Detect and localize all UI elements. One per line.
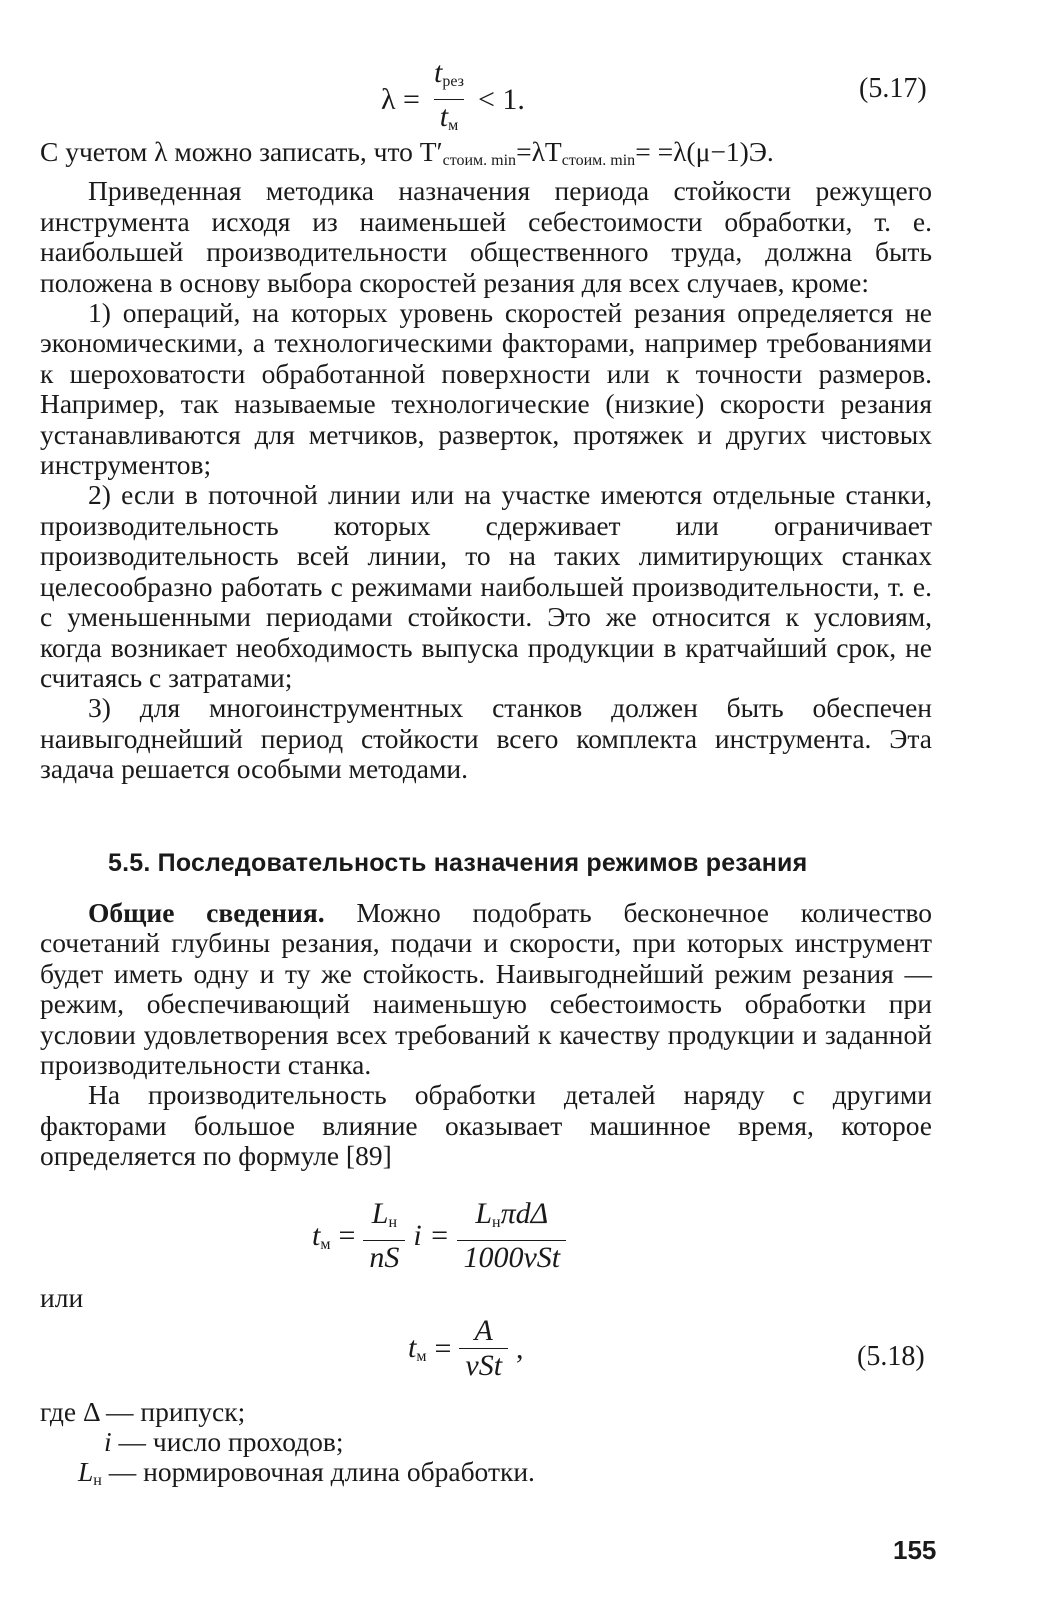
paragraph-lead: Общие сведения. (88, 897, 325, 928)
eq517-num: t (433, 56, 443, 89)
main-text (40, 137, 932, 785)
eq517-lhs: λ = (381, 82, 420, 116)
equation-number-5-18: (5.18) (857, 1341, 925, 1372)
eq517-den: t (439, 100, 449, 133)
paragraph-method: Приведенная методика назначения периода стойкости режущего инструмента исходя из наименьшей себестоимости обработки, т. е. наибольшей производительности общественного труда, должна быть положена в основу выбора скоростей резания для всех случаев, кроме: (40, 175, 932, 298)
section-text (40, 898, 932, 1172)
equation-machine-time: $t_м$ = $\frac{L_н}{nS}$ i = $\frac{L_н\pi d\Delta}{\text{1000vSt}}$ (312, 1197, 574, 1275)
eq517-num-sub: рез (442, 73, 464, 90)
eq517-den-sub: м (448, 117, 459, 134)
paragraph-lambda: С учетом λ можно записать, что $T'_{стоим. min}=\lambda T_{стоим. min}= =\lambda(\mu-1)Э$. (40, 136, 774, 169)
equation-5-18: $t_м$ = $\frac{A}{\text{vSt}}$ , (408, 1314, 524, 1382)
eq-tm-fraction-2: $\frac{L_н\pi d\Delta}{\text{1000vSt}}$ (457, 1197, 566, 1275)
definition-ln: $L_н$ — нормировочная длина обработки. (78, 1456, 535, 1489)
equation-5-17 (381, 56, 525, 143)
list-item-1: 1) операций, на которых уровень скоростей резания определяется не экономическими, а технологическими факторами, например требованиями к шероховатости обработанной поверхности или к точности размеров. Например, так называемые технологические (низкие) скорости резания устанавливаются для метчиков, разверток, протяжек и других чистовых инструментов; (40, 297, 932, 481)
equation-number-5-17: (5.17) (859, 73, 927, 104)
paragraph-machine-time: На производительность обработки деталей наряду с другими факторами большое влияние оказывает машинное время, которое определяется по формуле [89] (40, 1079, 932, 1172)
eq-tm-fraction-1: $\frac{L_н}{nS}$ (363, 1197, 405, 1275)
definition-delta: где Δ — припуск; (40, 1396, 246, 1427)
list-item-3: 3) для многоинструментных станков должен быть обеспечен наивыгоднейший период стойкости всего комплекта инструмента. Эта задача решается особыми методами. (40, 692, 932, 785)
section-heading: 5.5. Последовательность назначения режимов резания (108, 849, 808, 877)
list-item-2: 2) если в поточной линии или на участке имеются отдельные станки, производительность которых сдерживает или ограничивает производительность всей линии, то на таких лимитирующих станках целесообразно работать с режимами наибольшей производительности, т. е. с уменьшенными периодами стойкости. Это же относится к условиям, когда возникает необходимость выпуска продукции в кратчайший срок, не считаясь с затратами; (40, 479, 932, 693)
word-or: или (40, 1282, 84, 1313)
eq517-fraction (428, 56, 470, 143)
eq518-fraction: $\frac{A}{\text{vSt}}$ (459, 1314, 508, 1383)
page-number: 155 (893, 1535, 937, 1565)
definition-i: i — число проходов; (104, 1426, 344, 1457)
paragraph-general: Общие сведения. Можно подобрать бесконечное количество сочетаний глубины резания, подачи и скорости, при которых инструмент будет иметь одну и ту же стойкость. Наивыгоднейший режим резания — режим, обеспечивающий наименьшую себестоимость обработки при условии удовлетворения всех требований к качеству продукции и заданной производительности станка. (40, 897, 933, 1081)
eq517-rhs: < 1. (477, 82, 525, 116)
